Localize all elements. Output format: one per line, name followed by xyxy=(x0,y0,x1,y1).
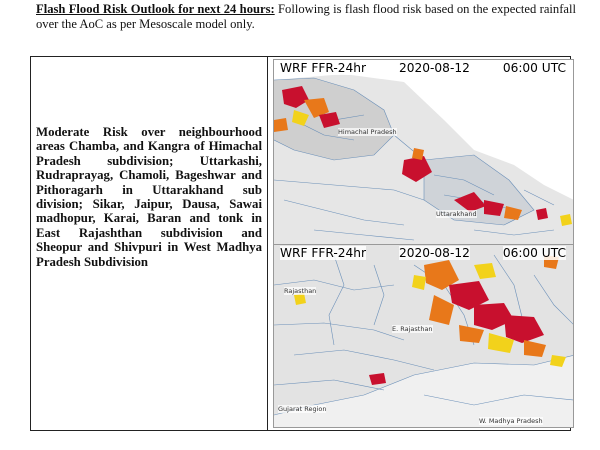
map-top-time: 06:00 UTC xyxy=(502,61,566,75)
outlook-table xyxy=(30,56,571,431)
label-himachal: Himachal Pradesh xyxy=(338,128,397,136)
map-bottom-time: 06:00 UTC xyxy=(502,246,566,260)
section-heading: Flash Flood Risk Outlook for next 24 hours: xyxy=(36,2,275,16)
map-bottom-date: 2020-08-12 xyxy=(399,246,470,260)
map-rajasthan-mp xyxy=(273,244,574,428)
label-gujarat: Gujarat Region xyxy=(278,405,327,413)
column-divider xyxy=(267,57,268,430)
map-bottom-graphic xyxy=(274,245,574,428)
map-top-model: WRF FFR-24hr xyxy=(280,61,367,75)
map-top-date: 2020-08-12 xyxy=(399,61,470,75)
map-himachal-uttarakhand xyxy=(273,59,574,245)
map-bottom-title xyxy=(280,246,572,260)
intro-paragraph xyxy=(36,2,576,32)
map-bottom-model: WRF FFR-24hr xyxy=(280,246,367,260)
label-rajasthan: Rajasthan xyxy=(284,287,317,295)
label-uttarakhand: Uttarakhand xyxy=(436,210,477,218)
label-west-mp: W. Madhya Pradesh xyxy=(479,417,543,425)
intro-text: Following is flash flood risk based on the expected rainfall over the AoC as per Mesoscale model only. xyxy=(36,2,576,31)
map-top-graphic xyxy=(274,60,574,245)
label-east-rajasthan: E. Rajasthan xyxy=(392,325,433,333)
map-top-title xyxy=(280,61,572,75)
risk-description: Moderate Risk over neighbourhood areas Chamba, and Kangra of Himachal Pradesh subdivision; Uttarkashi, Rudraprayag, Chamoli, Bageshwar and Pithoragarh in Uttarakhand sub division; Sikar, Jaipur, Dausa, Sawai madhopur, Karai, Baran and tonk in East Rajashthan subdivision and Sheopur and Shivpuri in West Madhya Pradesh Subdivision xyxy=(36,125,262,269)
